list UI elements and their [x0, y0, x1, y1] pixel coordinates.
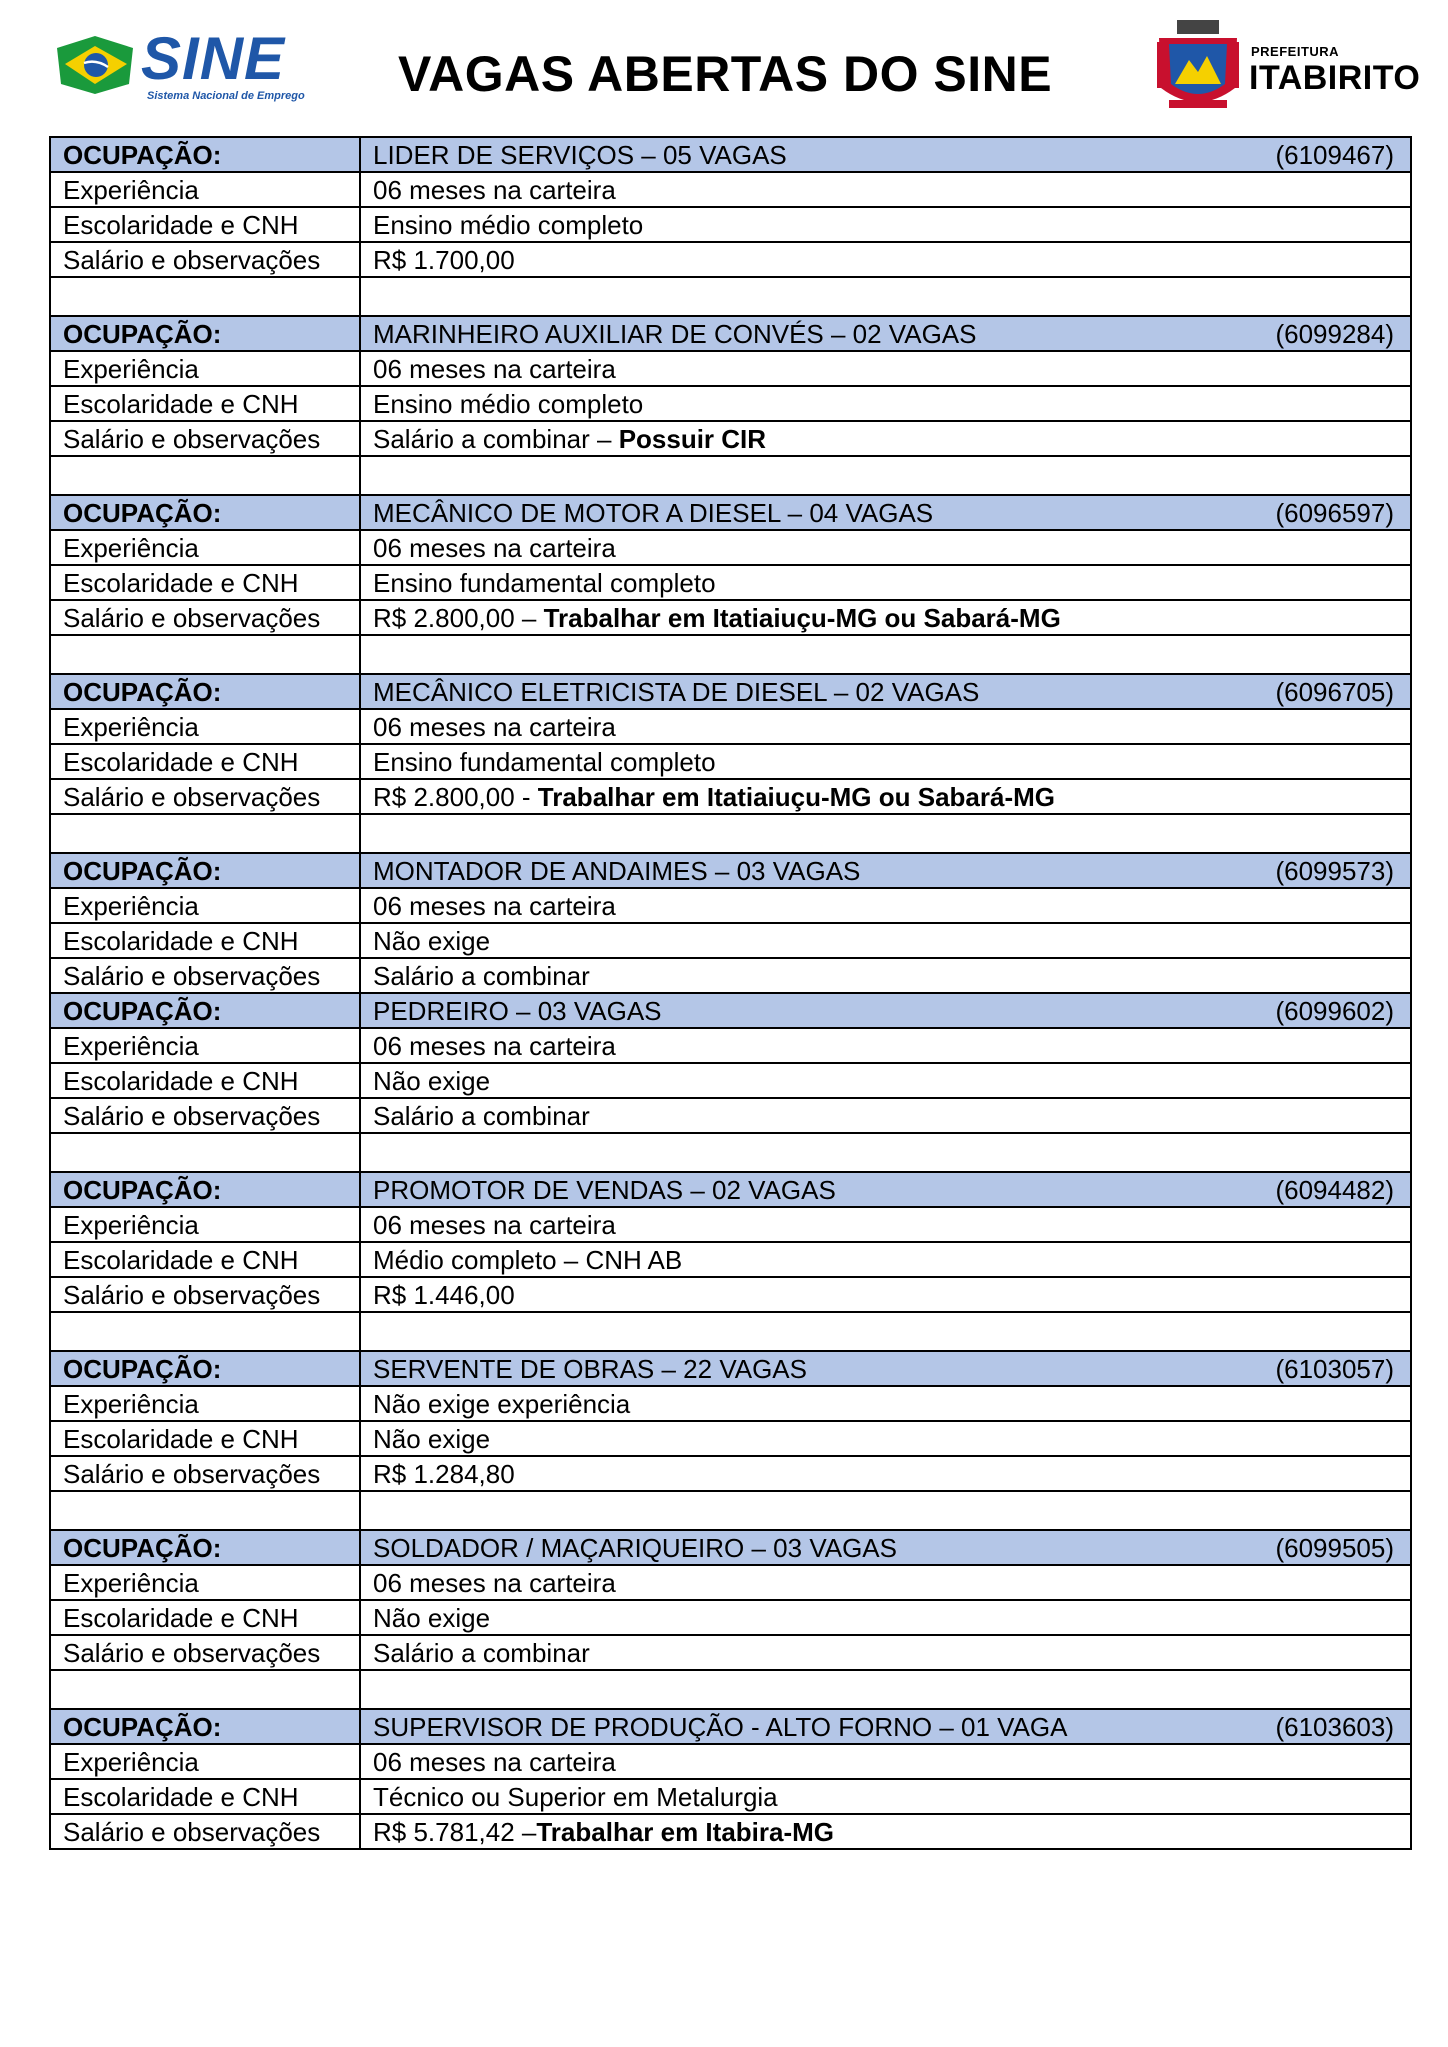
- education-value: Ensino médio completo: [360, 207, 1411, 242]
- separator-row: [50, 814, 1411, 853]
- salary-cell: [360, 1277, 1411, 1312]
- occupation-cell: [360, 1709, 1411, 1744]
- occupation-title: SOLDADOR / MAÇARIQUEIRO – 03 VAGAS: [373, 1532, 897, 1563]
- education-row: [50, 1242, 1411, 1277]
- salary-row: [50, 1814, 1411, 1849]
- sine-logo-text: SINE: [141, 25, 286, 92]
- experience-value: 06 meses na carteira: [360, 1565, 1411, 1600]
- experience-value: 06 meses na carteira: [360, 1207, 1411, 1242]
- salary-label: Salário e observações: [50, 1098, 360, 1133]
- occupation-label: OCUPAÇÃO:: [50, 1530, 360, 1565]
- salary-note: Possuir CIR: [618, 423, 767, 454]
- occupation-row: [50, 1172, 1411, 1207]
- experience-value: 06 meses na carteira: [360, 172, 1411, 207]
- salary-cell: [360, 1635, 1411, 1670]
- separator-row: [50, 1133, 1411, 1172]
- experience-label: Experiência: [50, 1386, 360, 1421]
- salary-cell: [360, 1456, 1411, 1491]
- experience-label: Experiência: [50, 888, 360, 923]
- occupation-label: OCUPAÇÃO:: [50, 674, 360, 709]
- salary-value: Salário a combinar: [373, 1100, 590, 1131]
- separator-row: [50, 456, 1411, 495]
- experience-row: [50, 888, 1411, 923]
- experience-value: 06 meses na carteira: [360, 709, 1411, 744]
- occupation-cell: [360, 1172, 1411, 1207]
- education-row: [50, 923, 1411, 958]
- education-value: Não exige: [360, 923, 1411, 958]
- occupation-code: (6099573): [1275, 856, 1394, 886]
- prefeitura-name: ITABIRITO: [1249, 59, 1421, 97]
- occupation-row: [50, 137, 1411, 172]
- occupation-title: MECÂNICO DE MOTOR A DIESEL – 04 VAGAS: [373, 497, 934, 528]
- separator-cell: [50, 814, 360, 853]
- occupation-cell: [360, 1351, 1411, 1386]
- occupation-code: (6099602): [1275, 996, 1394, 1026]
- experience-value: 06 meses na carteira: [360, 351, 1411, 386]
- salary-cell: [360, 958, 1411, 993]
- separator-cell: [360, 635, 1411, 674]
- salary-value: Salário a combinar: [373, 960, 590, 991]
- salary-row: [50, 600, 1411, 635]
- occupation-row: [50, 495, 1411, 530]
- occupation-cell: [360, 993, 1411, 1028]
- occupation-code: (6109467): [1275, 140, 1394, 170]
- salary-value: R$ 1.446,00: [373, 1279, 515, 1310]
- education-value: Não exige: [360, 1421, 1411, 1456]
- occupation-label: OCUPAÇÃO:: [50, 495, 360, 530]
- separator-row: [50, 1670, 1411, 1709]
- salary-label: Salário e observações: [50, 600, 360, 635]
- experience-row: [50, 1744, 1411, 1779]
- salary-row: [50, 242, 1411, 277]
- education-label: Escolaridade e CNH: [50, 207, 360, 242]
- experience-value: 06 meses na carteira: [360, 1028, 1411, 1063]
- salary-cell: [360, 421, 1411, 456]
- education-row: [50, 1421, 1411, 1456]
- page-header: [0, 0, 1448, 130]
- separator-cell: [50, 456, 360, 495]
- salary-row: [50, 779, 1411, 814]
- occupation-label: OCUPAÇÃO:: [50, 1172, 360, 1207]
- occupation-cell: [360, 137, 1411, 172]
- education-value: Não exige: [360, 1600, 1411, 1635]
- experience-row: [50, 709, 1411, 744]
- separator-cell: [360, 1312, 1411, 1351]
- salary-cell: [360, 779, 1411, 814]
- salary-row: [50, 1098, 1411, 1133]
- experience-label: Experiência: [50, 1028, 360, 1063]
- education-value: Ensino fundamental completo: [360, 744, 1411, 779]
- salary-row: [50, 1456, 1411, 1491]
- page-title: VAGAS ABERTAS DO SINE: [398, 46, 1053, 102]
- education-row: [50, 744, 1411, 779]
- education-value: Ensino médio completo: [360, 386, 1411, 421]
- education-label: Escolaridade e CNH: [50, 744, 360, 779]
- occupation-row: [50, 1530, 1411, 1565]
- separator-cell: [360, 814, 1411, 853]
- education-value: Técnico ou Superior em Metalurgia: [360, 1779, 1411, 1814]
- occupation-cell: [360, 495, 1411, 530]
- occupation-label: OCUPAÇÃO:: [50, 993, 360, 1028]
- experience-value: 06 meses na carteira: [360, 888, 1411, 923]
- occupation-row: [50, 316, 1411, 351]
- occupation-title: PROMOTOR DE VENDAS – 02 VAGAS: [373, 1174, 836, 1205]
- salary-note: Trabalhar em Itabira-MG: [536, 1816, 835, 1847]
- occupation-row: [50, 853, 1411, 888]
- education-row: [50, 207, 1411, 242]
- occupation-cell: [360, 1530, 1411, 1565]
- occupation-row: [50, 993, 1411, 1028]
- occupation-row: [50, 674, 1411, 709]
- separator-cell: [50, 1670, 360, 1709]
- salary-label: Salário e observações: [50, 1456, 360, 1491]
- education-label: Escolaridade e CNH: [50, 1600, 360, 1635]
- education-value: Não exige: [360, 1063, 1411, 1098]
- salary-label: Salário e observações: [50, 242, 360, 277]
- occupation-label: OCUPAÇÃO:: [50, 316, 360, 351]
- salary-value: R$ 1.284,80: [373, 1458, 515, 1489]
- separator-cell: [50, 277, 360, 316]
- city-crest-icon: [1155, 20, 1241, 112]
- occupation-label: OCUPAÇÃO:: [50, 853, 360, 888]
- salary-value: R$ 1.700,00: [373, 244, 515, 275]
- experience-row: [50, 1565, 1411, 1600]
- experience-row: [50, 1028, 1411, 1063]
- salary-value: Salário a combinar: [373, 1637, 590, 1668]
- salary-value: R$ 2.800,00 -: [373, 781, 538, 812]
- separator-cell: [360, 456, 1411, 495]
- occupation-label: OCUPAÇÃO:: [50, 137, 360, 172]
- separator-cell: [50, 1491, 360, 1530]
- education-label: Escolaridade e CNH: [50, 386, 360, 421]
- salary-label: Salário e observações: [50, 958, 360, 993]
- separator-row: [50, 277, 1411, 316]
- separator-cell: [360, 1133, 1411, 1172]
- brazil-flag-icon: [55, 34, 135, 96]
- occupation-code: (6096705): [1275, 677, 1394, 707]
- experience-value: 06 meses na carteira: [360, 530, 1411, 565]
- occupation-cell: [360, 853, 1411, 888]
- occupation-row: [50, 1351, 1411, 1386]
- separator-cell: [50, 635, 360, 674]
- prefeitura-logo: [1155, 20, 1421, 112]
- occupation-cell: [360, 674, 1411, 709]
- education-label: Escolaridade e CNH: [50, 1421, 360, 1456]
- separator-cell: [360, 277, 1411, 316]
- experience-label: Experiência: [50, 530, 360, 565]
- education-row: [50, 1779, 1411, 1814]
- separator-cell: [360, 1670, 1411, 1709]
- salary-value: Salário a combinar –: [373, 423, 619, 454]
- separator-cell: [360, 1491, 1411, 1530]
- salary-label: Salário e observações: [50, 1814, 360, 1849]
- salary-cell: [360, 1098, 1411, 1133]
- salary-row: [50, 958, 1411, 993]
- education-label: Escolaridade e CNH: [50, 565, 360, 600]
- experience-label: Experiência: [50, 351, 360, 386]
- salary-note: Trabalhar em Itatiaiuçu-MG ou Sabará-MG: [543, 602, 1061, 633]
- education-value: Médio completo – CNH AB: [360, 1242, 1411, 1277]
- salary-cell: [360, 600, 1411, 635]
- occupation-code: (6094482): [1275, 1175, 1394, 1205]
- experience-label: Experiência: [50, 1207, 360, 1242]
- salary-row: [50, 1277, 1411, 1312]
- education-label: Escolaridade e CNH: [50, 1242, 360, 1277]
- occupation-label: OCUPAÇÃO:: [50, 1709, 360, 1744]
- education-label: Escolaridade e CNH: [50, 1779, 360, 1814]
- education-row: [50, 1063, 1411, 1098]
- experience-label: Experiência: [50, 1565, 360, 1600]
- salary-value: R$ 5.781,42 –: [373, 1816, 537, 1847]
- experience-row: [50, 530, 1411, 565]
- separator-row: [50, 1312, 1411, 1351]
- salary-row: [50, 421, 1411, 456]
- occupation-cell: [360, 316, 1411, 351]
- prefeitura-label: PREFEITURA: [1251, 44, 1340, 59]
- occupation-code: (6103057): [1275, 1354, 1394, 1384]
- occupation-title: SUPERVISOR DE PRODUÇÃO - ALTO FORNO – 01 VAGA: [373, 1711, 1068, 1742]
- sine-logo-subtitle: Sistema Nacional de Emprego: [147, 90, 305, 102]
- experience-row: [50, 172, 1411, 207]
- experience-value: 06 meses na carteira: [360, 1744, 1411, 1779]
- education-label: Escolaridade e CNH: [50, 1063, 360, 1098]
- experience-row: [50, 1386, 1411, 1421]
- jobs-table: [49, 136, 1412, 1850]
- experience-value: Não exige experiência: [360, 1386, 1411, 1421]
- occupation-title: LIDER DE SERVIÇOS – 05 VAGAS: [373, 139, 787, 170]
- separator-row: [50, 1491, 1411, 1530]
- experience-label: Experiência: [50, 172, 360, 207]
- occupation-code: (6096597): [1275, 498, 1394, 528]
- experience-row: [50, 351, 1411, 386]
- experience-label: Experiência: [50, 709, 360, 744]
- occupation-code: (6103603): [1275, 1712, 1394, 1742]
- education-row: [50, 386, 1411, 421]
- salary-cell: [360, 242, 1411, 277]
- occupation-title: MARINHEIRO AUXILIAR DE CONVÉS – 02 VAGAS: [373, 318, 977, 349]
- occupation-title: SERVENTE DE OBRAS – 22 VAGAS: [373, 1353, 807, 1384]
- occupation-label: OCUPAÇÃO:: [50, 1351, 360, 1386]
- salary-label: Salário e observações: [50, 421, 360, 456]
- salary-value: R$ 2.800,00 –: [373, 602, 544, 633]
- salary-label: Salário e observações: [50, 1635, 360, 1670]
- separator-cell: [50, 1133, 360, 1172]
- salary-row: [50, 1635, 1411, 1670]
- experience-row: [50, 1207, 1411, 1242]
- experience-label: Experiência: [50, 1744, 360, 1779]
- occupation-title: PEDREIRO – 03 VAGAS: [373, 995, 662, 1026]
- separator-cell: [50, 1312, 360, 1351]
- occupation-title: MECÂNICO ELETRICISTA DE DIESEL – 02 VAGAS: [373, 676, 980, 707]
- salary-label: Salário e observações: [50, 779, 360, 814]
- occupation-code: (6099505): [1275, 1533, 1394, 1563]
- occupation-code: (6099284): [1275, 319, 1394, 349]
- education-row: [50, 565, 1411, 600]
- education-row: [50, 1600, 1411, 1635]
- salary-cell: [360, 1814, 1411, 1849]
- education-value: Ensino fundamental completo: [360, 565, 1411, 600]
- occupation-title: MONTADOR DE ANDAIMES – 03 VAGAS: [373, 855, 861, 886]
- education-label: Escolaridade e CNH: [50, 923, 360, 958]
- separator-row: [50, 635, 1411, 674]
- sine-logo: [55, 25, 305, 108]
- occupation-row: [50, 1709, 1411, 1744]
- salary-note: Trabalhar em Itatiaiuçu-MG ou Sabará-MG: [537, 781, 1056, 812]
- salary-label: Salário e observações: [50, 1277, 360, 1312]
